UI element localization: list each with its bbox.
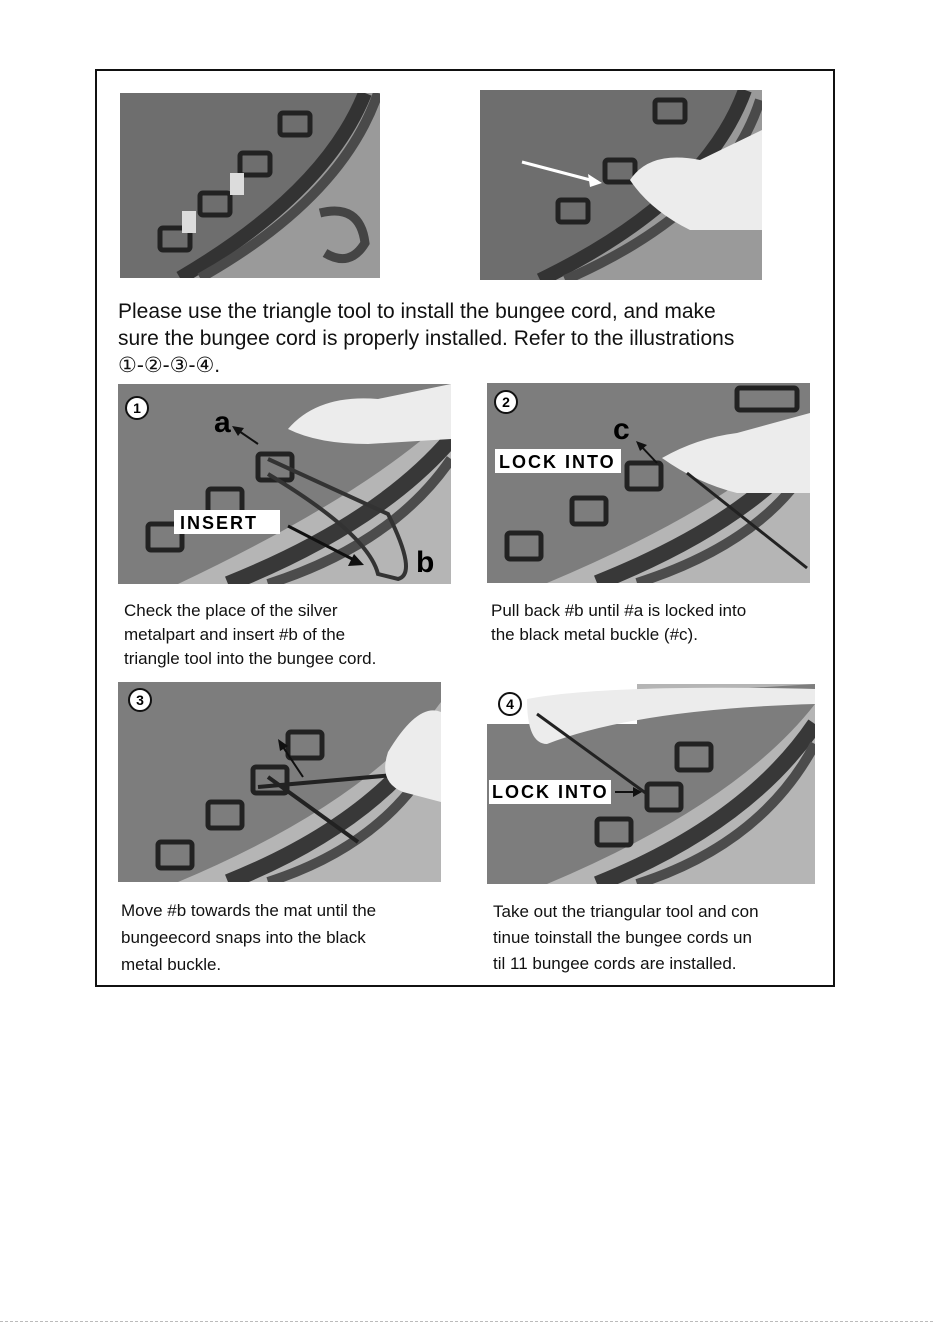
step-1-letter-a: a bbox=[214, 406, 231, 439]
step-4-caption-line-3: til 11 bungee cords are installed. bbox=[493, 954, 737, 973]
intro-line-2: sure the bungee cord is properly installed. Refer to the illustrations bbox=[118, 327, 735, 350]
step-4-caption bbox=[493, 899, 823, 977]
step-4-number: 4 bbox=[506, 696, 514, 712]
step-2-caption bbox=[491, 599, 821, 647]
step-1-photo bbox=[118, 384, 451, 584]
step-1-caption-line-2: metalpart and insert #b of the bbox=[124, 625, 346, 644]
step-1-label: INSERT bbox=[180, 513, 259, 533]
intro-line-3: ①-②-③-④. bbox=[118, 354, 221, 377]
step-2-photo bbox=[487, 383, 810, 583]
page-bottom-rule bbox=[0, 1321, 933, 1322]
photo-trampoline-edge-left bbox=[120, 93, 380, 278]
step-3-caption-line-2: bungeecord snaps into the black bbox=[121, 928, 366, 947]
step-1-caption-line-3: triangle tool into the bungee cord. bbox=[124, 649, 377, 668]
step-2-caption-line-2: the black metal buckle (#c). bbox=[491, 625, 698, 644]
step-4-label: LOCK INTO bbox=[492, 782, 609, 802]
step-4-photo bbox=[487, 684, 815, 884]
step-1-letter-b: b bbox=[416, 546, 435, 579]
step-1-caption-line-1: Check the place of the silver bbox=[124, 601, 338, 620]
step-1-caption bbox=[124, 599, 454, 671]
step-1-number: 1 bbox=[133, 400, 141, 416]
step-4-caption-line-2: tinue toinstall the bungee cords un bbox=[493, 928, 752, 947]
step-2-letter-c: c bbox=[613, 413, 630, 446]
step-3-caption-line-1: Move #b towards the mat until the bbox=[121, 901, 377, 920]
step-3-number: 3 bbox=[136, 692, 144, 708]
step-2-number: 2 bbox=[502, 394, 510, 410]
step-3-photo bbox=[118, 682, 441, 882]
step-3-caption bbox=[121, 897, 451, 978]
photo-trampoline-edge-right bbox=[480, 90, 762, 280]
step-4-caption-line-1: Take out the triangular tool and con bbox=[493, 902, 759, 921]
intro-text bbox=[118, 298, 818, 379]
step-2-label: LOCK INTO bbox=[499, 452, 616, 472]
step-2-caption-line-1: Pull back #b until #a is locked into bbox=[491, 601, 747, 620]
step-3-caption-line-3: metal buckle. bbox=[121, 955, 222, 974]
intro-line-1: Please use the triangle tool to install the bungee cord, and make bbox=[118, 300, 716, 323]
